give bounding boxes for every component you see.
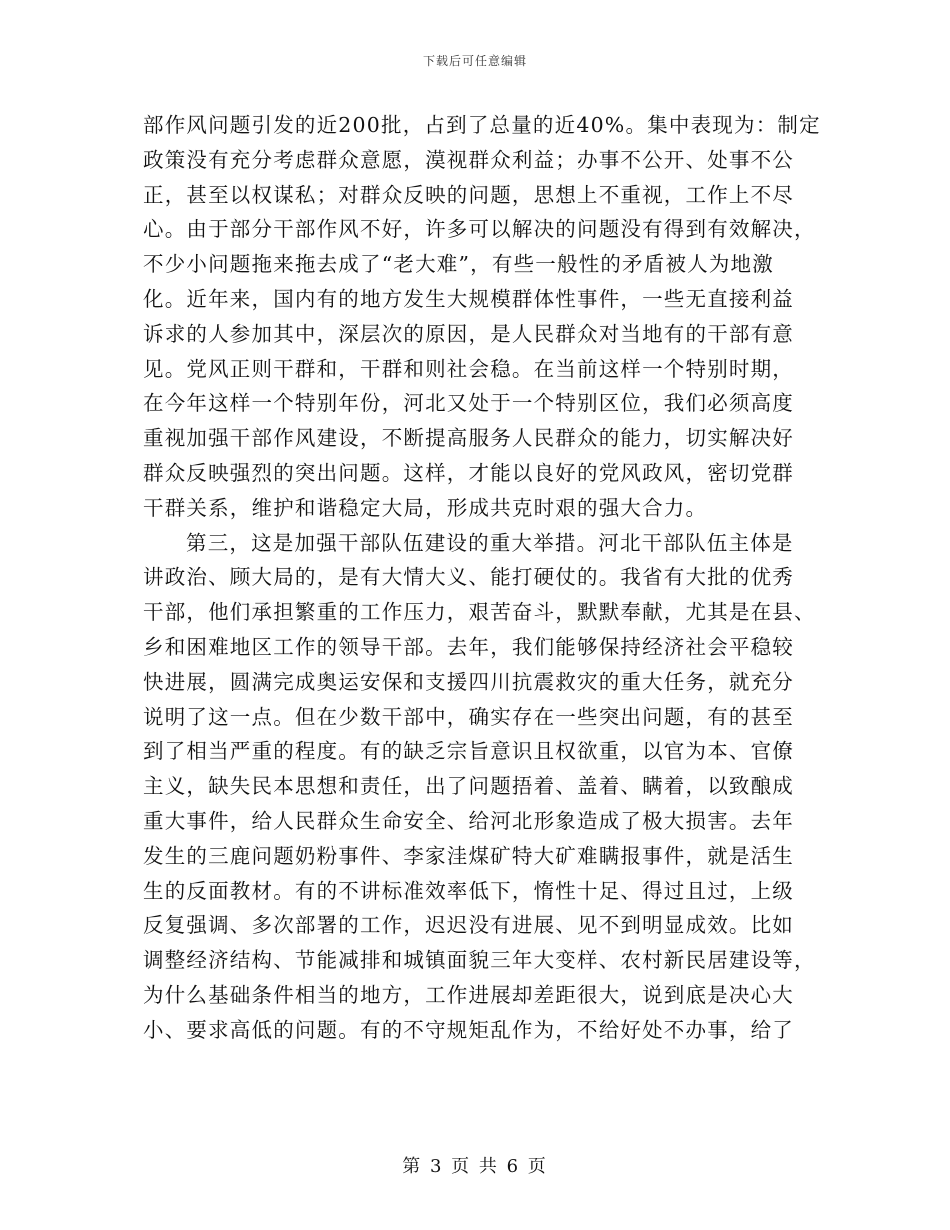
text-line: 说明了这一点。但在少数干部中，确实存在一些突出问题，有的甚至 [143,704,794,729]
document-body [143,108,821,1048]
text-line: 干部，他们承担繁重的工作压力，艰苦奋斗，默默奉献，尤其是在县、 [143,600,816,625]
text-line: 到了相当严重的程度。有的缺乏宗旨意识且权欲重，以官为本、官僚 [143,739,794,764]
text-line: 乡和困难地区工作的领导干部。去年，我们能够保持经济社会平稳较 [143,634,794,659]
text-line: 调整经济结构、节能减排和城镇面貌三年大变样、农村新民居建设等， [143,948,816,973]
text-line: 不少小问题拖来拖去成了“老大难”，有些一般性的矛盾被人为地激 [143,252,774,277]
text-line: 生的反面教材。有的不讲标准效率低下，惰性十足、得过且过，上级 [143,878,794,903]
text-line: 部作风问题引发的近200批，占到了总量的近40%。集中表现为：制定 [143,113,821,137]
text-line: 发生的三鹿问题奶粉事件、李家洼煤矿特大矿难瞒报事件，就是活生 [143,843,794,868]
text-line: 主义，缺失民本思想和责任，出了问题捂着、盖着、瞒着，以致酿成 [143,774,794,799]
text-line: 政策没有充分考虑群众意愿，漠视群众利益；办事不公开、处事不公 [143,147,794,172]
text-line: 为什么基础条件相当的地方，工作进展却差距很大，说到底是决心大 [143,982,794,1007]
text-line: 反复强调、多次部署的工作，迟迟没有进展、见不到明显成效。比如 [143,913,794,938]
text-line: 讲政治、顾大局的，是有大情大义、能打硬仗的。我省有大批的优秀 [143,565,794,590]
text-line: 干群关系，维护和谐稳定大局，形成共克时艰的强大合力。 [143,495,708,520]
text-line: 在今年这样一个特别年份，河北又处于一个特别区位，我们必须高度 [143,391,794,416]
paragraph-start-line: 第三，这是加强干部队伍建设的重大举措。河北干部队伍主体是 [186,530,794,555]
text-line: 化。近年来，国内有的地方发生大规模群体性事件，一些无直接利益 [143,286,794,311]
text-line: 快进展，圆满完成奥运安保和支援四川抗震救灾的重大任务，就充分 [143,669,794,694]
text-line: 诉求的人参加其中，深层次的原因，是人民群众对当地有的干部有意 [143,321,794,346]
page-footer: 第 3 页 共 6 页 [402,1156,548,1177]
text-line: 见。党风正则干群和，干群和则社会稳。在当前这样一个特别时期， [143,356,794,381]
text-line: 重视加强干部作风建设，不断提高服务人民群众的能力，切实解决好 [143,426,794,451]
text-line: 重大事件，给人民群众生命安全、给河北形象造成了极大损害。去年 [143,808,794,833]
text-line: 小、要求高低的问题。有的不守规矩乱作为，不给好处不办事，给了 [143,1017,794,1042]
page-header: 下载后可任意编辑 [422,54,527,68]
text-line: 正，甚至以权谋私；对群众反映的问题，思想上不重视，工作上不尽 [143,182,794,207]
text-line: 群众反映强烈的突出问题。这样，才能以良好的党风政风，密切党群 [143,460,794,485]
text-line: 心。由于部分干部作风不好，许多可以解决的问题没有得到有效解决， [143,217,816,242]
